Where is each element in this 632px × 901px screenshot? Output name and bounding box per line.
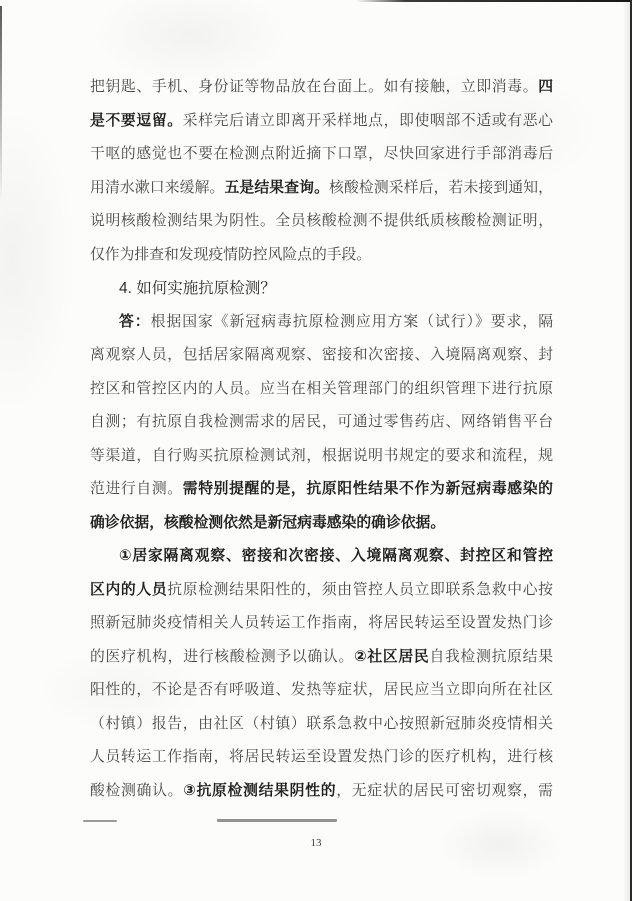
text-line: [90, 473, 553, 507]
text-segment: 抗原检测结果阳性的，须由管控人员立即联系急救中心按: [167, 581, 553, 598]
text-segment: ②社区居民: [354, 648, 430, 665]
text-segment: 4. 如何实施抗原检测？: [119, 280, 276, 297]
text-segment: 区内的人员: [90, 581, 168, 598]
text-segment: ，无症状的居民可密切观察，需: [336, 782, 553, 799]
text-segment: 把钥匙、手机、身份证等物品放在台面上。如有接触，立即消毒。: [90, 79, 539, 95]
text-line: [90, 406, 553, 440]
text-line: [90, 540, 553, 574]
text-segment: 离观察人员，包括居家隔离观察、密接和次密接、入境隔离观察、封: [90, 347, 553, 363]
text-segment: 是不要逗留。: [90, 112, 183, 129]
text-segment: 确诊依据，核酸检测依然是新冠病毒感染的确诊依据。: [90, 514, 446, 531]
bleed-mark: [83, 820, 117, 822]
text-segment: ③抗原检测结果阴性的: [183, 782, 337, 799]
scan-edge-top: [356, 0, 632, 2]
text-line: [90, 607, 553, 641]
text-segment: 核酸检测采样后，若未接到通知，: [329, 179, 553, 196]
text-line: [90, 339, 553, 373]
text-segment: 说明核酸检测结果为阴性。全员核酸检测不提供纸质核酸检测证明，: [90, 213, 553, 229]
text-segment: 五是结果查询。: [224, 179, 330, 196]
text-line: [90, 741, 553, 775]
scan-edge-left: [0, 6, 2, 201]
text-line: [90, 172, 553, 206]
text-line: [90, 775, 553, 809]
text-line: [90, 574, 553, 608]
page-number: 13: [310, 837, 322, 849]
text-line: [90, 306, 553, 340]
text-segment: 范进行自测。: [90, 481, 183, 497]
text-line: [90, 373, 553, 407]
text-segment: ①居家隔离观察、密接和次密接、入境隔离观察、封控区和管控: [119, 548, 553, 564]
text-segment: 采样完后请立即离开采样地点，即使咽部不适或有恶心: [182, 112, 553, 129]
text-segment: 人员转运工作指南，将居民转运至设置发热门诊的医疗机构，进行核: [90, 749, 553, 765]
text-segment: 等渠道，自行购买抗原检测试剂，根据说明书规定的要求和流程，规: [90, 447, 553, 464]
text-segment: 的医疗机构，进行核酸检测予以确认。: [90, 648, 355, 665]
text-segment: （村镇）报告，由社区（村镇）联系急救中心按照新冠肺炎疫情相关: [90, 715, 553, 732]
text-segment: 用清水漱口来缓解。: [90, 179, 225, 196]
text-segment: 四: [538, 79, 553, 95]
text-line: [90, 239, 553, 273]
text-segment: 根据国家《新冠病毒抗原检测应用方案（试行）》要求，隔: [150, 313, 553, 330]
bleed-mark: [217, 819, 337, 822]
text-segment: 答：: [119, 313, 151, 330]
text-segment: 仅作为排查和发现疫情防控风险点的手段。: [90, 246, 372, 263]
text-segment: 酸检测确认。: [90, 782, 184, 799]
text-line: [90, 205, 553, 239]
text-segment: 自测；有抗原自我检测需求的居民，可通过零售药店、网络销售平台: [90, 414, 553, 430]
text-line: [90, 138, 553, 172]
text-segment: 自我检测抗原结果: [429, 648, 553, 665]
text-line: [90, 105, 553, 139]
text-line: [90, 272, 553, 306]
text-line: [90, 708, 553, 742]
text-segment: 需特别提醒的是，抗原阳性结果不作为新冠病毒感染的: [182, 481, 553, 497]
text-segment: 控区和管控区内的人员。应当在相关管理部门的组织管理下进行抗原: [90, 380, 553, 397]
text-line: [90, 674, 553, 708]
text-line: [90, 440, 553, 474]
text-line: [90, 507, 553, 541]
text-segment: 干呕的感觉也不要在检测点附近摘下口罩，尽快回家进行手部消毒后: [90, 146, 553, 162]
text-line: [90, 641, 553, 675]
text-segment: 阳性的，不论是否有呼吸道、发热等症状，居民应当立即向所在社区: [90, 682, 553, 698]
text-segment: 照新冠肺炎疫情相关人员转运工作指南，将居民转运至设置发热门诊: [90, 615, 553, 631]
text-block: [90, 71, 553, 808]
scan-edge-right-shadow: [623, 0, 630, 901]
text-line: [90, 71, 553, 105]
